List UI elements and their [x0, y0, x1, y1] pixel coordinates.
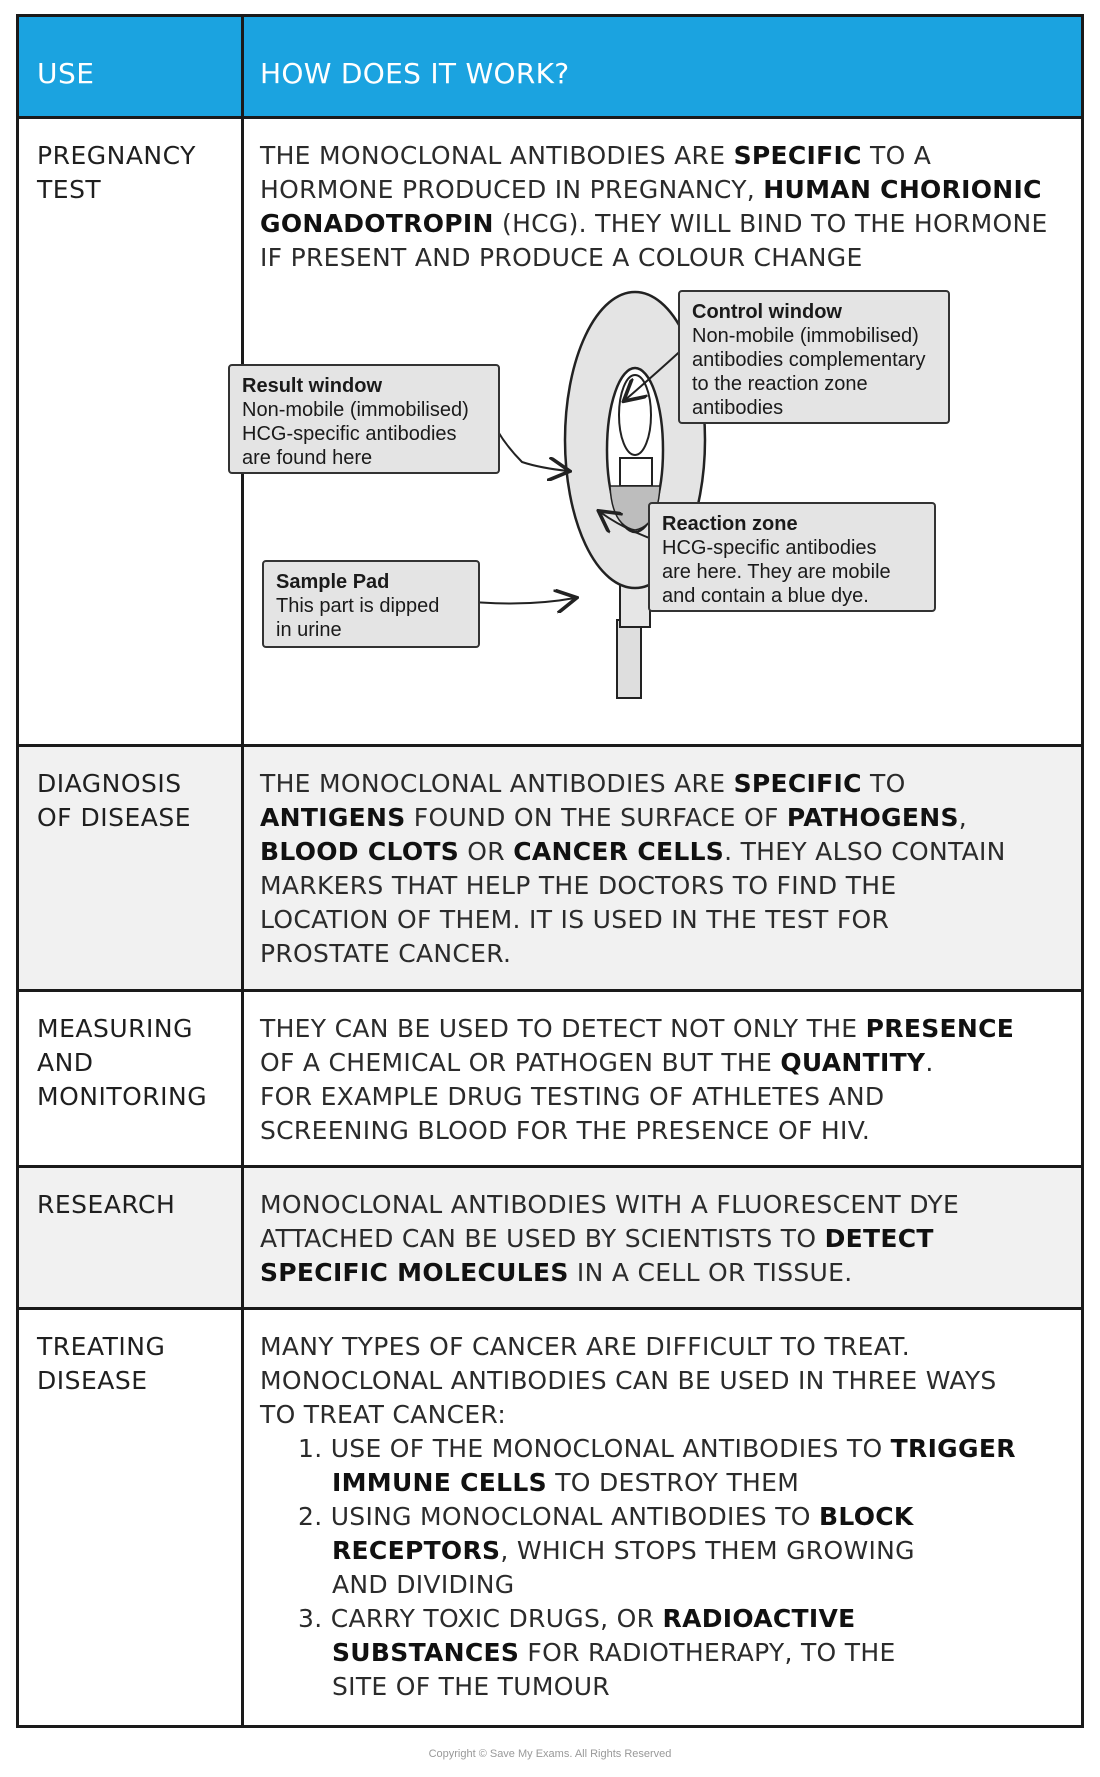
use-label: AND — [37, 1048, 94, 1077]
use-label: TEST — [37, 175, 102, 204]
callout-line: in urine — [276, 619, 342, 641]
uses-table — [16, 14, 1084, 1728]
text-line: ANTIGENS FOUND ON THE SURFACE OF PATHOGENS, — [260, 803, 968, 832]
table-row-treating — [19, 1310, 1081, 1725]
list-item: SUBSTANCES FOR RADIOTHERAPY, TO THE — [332, 1638, 896, 1667]
text-line: FOR EXAMPLE DRUG TESTING OF ATHLETES AND — [260, 1082, 885, 1111]
callout-sample-pad — [262, 560, 480, 648]
callout-title: Reaction zone — [662, 513, 798, 535]
text-line: OF A CHEMICAL OR PATHOGEN BUT THE QUANTITY. — [260, 1048, 934, 1077]
use-label: MEASURING — [37, 1014, 193, 1043]
callout-control-window — [678, 290, 950, 424]
use-label: OF DISEASE — [37, 803, 192, 832]
use-cell — [19, 119, 244, 744]
list-item: 3. CARRY TOXIC DRUGS, OR RADIOACTIVE — [298, 1604, 856, 1633]
text-line: PROSTATE CANCER. — [260, 939, 512, 968]
text-line: MONOCLONAL ANTIBODIES WITH A FLUORESCENT DYE — [260, 1190, 960, 1219]
header-use: USE — [19, 17, 244, 116]
text-line: ATTACHED CAN BE USED BY SCIENTISTS TO DETECT — [260, 1224, 934, 1253]
use-label: RESEARCH — [37, 1190, 176, 1219]
use-cell — [19, 1310, 244, 1725]
use-cell — [19, 1168, 244, 1307]
header-how: HOW DOES IT WORK? — [260, 57, 570, 90]
callout-line: are here. They are mobile — [662, 561, 891, 583]
description-cell — [244, 1168, 1081, 1307]
pregnancy-test-diagram — [242, 290, 1070, 730]
callout-title: Control window — [692, 301, 842, 323]
description-cell — [244, 1310, 1081, 1725]
use-cell — [19, 747, 244, 989]
callout-line: and contain a blue dye. — [662, 585, 869, 607]
callout-title: Result window — [242, 375, 382, 397]
callout-line: HCG-specific antibodies — [662, 537, 877, 559]
text-line: BLOOD CLOTS OR CANCER CELLS. THEY ALSO CONTAIN — [260, 837, 1006, 866]
text-line: MANY TYPES OF CANCER ARE DIFFICULT TO TREAT. — [260, 1332, 911, 1361]
list-item: IMMUNE CELLS TO DESTROY THEM — [332, 1468, 800, 1497]
text-line: IF PRESENT AND PRODUCE A COLOUR CHANGE — [260, 243, 863, 272]
text-line: HORMONE PRODUCED IN PREGNANCY, HUMAN CHORIONIC — [260, 175, 1042, 204]
list-item: 2. USING MONOCLONAL ANTIBODIES TO BLOCK — [298, 1502, 914, 1531]
result-window — [620, 458, 652, 486]
callout-line: HCG-specific antibodies — [242, 423, 457, 445]
table-row-measuring — [19, 992, 1081, 1168]
callout-title: Sample Pad — [276, 571, 390, 593]
callout-line: antibodies complementary — [692, 349, 926, 371]
text-line: THE MONOCLONAL ANTIBODIES ARE SPECIFIC TO A — [260, 141, 932, 170]
text-line: SCREENING BLOOD FOR THE PRESENCE OF HIV. — [260, 1116, 871, 1145]
text-line: MARKERS THAT HELP THE DOCTORS TO FIND THE — [260, 871, 897, 900]
text-line: LOCATION OF THEM. IT IS USED IN THE TEST FOR — [260, 905, 890, 934]
text-line: MONOCLONAL ANTIBODIES CAN BE USED IN THREE WAYS — [260, 1366, 997, 1395]
description-cell — [244, 747, 1081, 989]
callout-line: Non-mobile (immobilised) — [242, 399, 469, 421]
use-label: MONITORING — [37, 1082, 208, 1111]
callout-result-window — [228, 364, 500, 474]
table-row-diagnosis — [19, 747, 1081, 992]
text-line: TO TREAT CANCER: — [260, 1400, 507, 1429]
list-item: SITE OF THE TUMOUR — [332, 1672, 610, 1701]
callout-line: to the reaction zone — [692, 373, 868, 395]
list-item: RECEPTORS, WHICH STOPS THEM GROWING — [332, 1536, 915, 1565]
list-item: AND DIVIDING — [332, 1570, 515, 1599]
use-label: TREATING — [37, 1332, 166, 1361]
use-label: DIAGNOSIS — [37, 769, 182, 798]
control-window — [619, 375, 651, 455]
callout-line: are found here — [242, 447, 373, 469]
table-header-row — [19, 17, 1081, 119]
use-cell — [19, 992, 244, 1165]
list-item: 1. USE OF THE MONOCLONAL ANTIBODIES TO TRIGGER — [298, 1434, 1016, 1463]
callout-line: Non-mobile (immobilised) — [692, 325, 919, 347]
copyright-footer: Copyright © Save My Exams. All Rights Reserved — [428, 1748, 672, 1760]
table-row-research — [19, 1168, 1081, 1310]
callout-line: This part is dipped — [276, 595, 440, 617]
text-line: THE MONOCLONAL ANTIBODIES ARE SPECIFIC TO — [260, 769, 906, 798]
use-label: PREGNANCY — [37, 141, 196, 170]
arrow-result — [489, 414, 568, 471]
callout-line: antibodies — [692, 397, 784, 419]
text-line: THEY CAN BE USED TO DETECT NOT ONLY THE PRESENCE — [260, 1014, 1015, 1043]
description-cell — [244, 992, 1081, 1165]
text-line: SPECIFIC MOLECULES IN A CELL OR TISSUE. — [260, 1258, 853, 1287]
use-label: DISEASE — [37, 1366, 148, 1395]
sample-pad-tip — [617, 620, 641, 698]
text-line: GONADOTROPIN (HCG). THEY WILL BIND TO THE HORMONE — [260, 209, 1048, 238]
callout-reaction-zone — [648, 502, 936, 612]
